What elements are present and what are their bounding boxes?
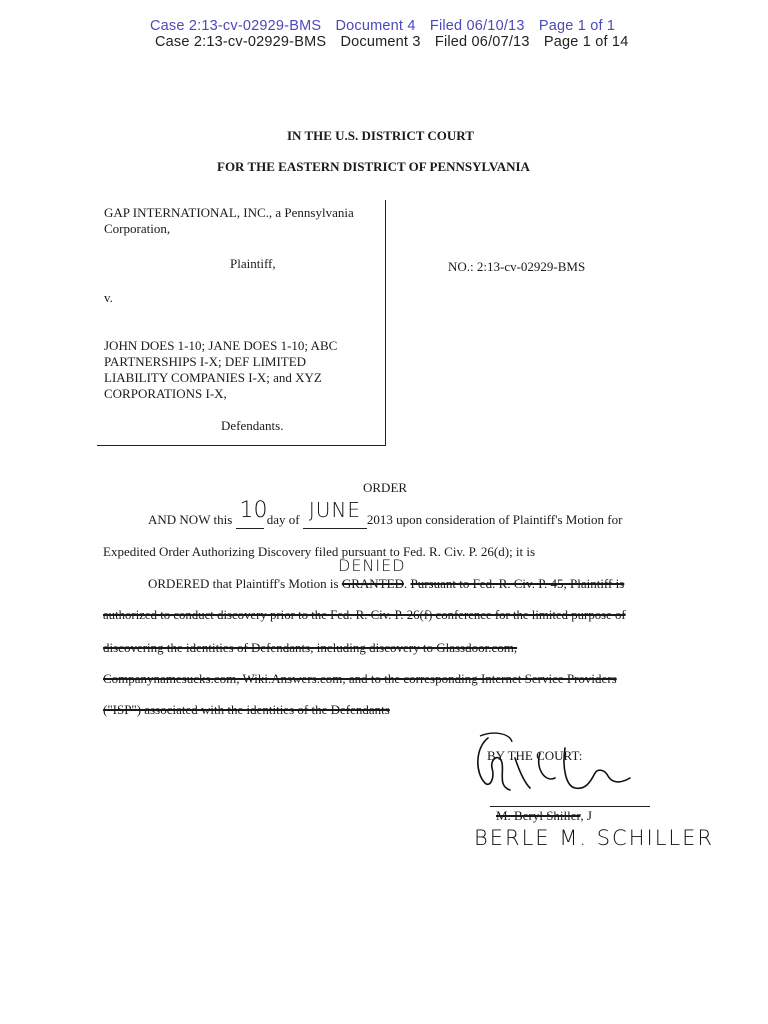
case-number: NO.: 2:13-cv-02929-BMS [448,259,586,274]
court-title: IN THE U.S. DISTRICT COURT [287,128,474,143]
defendants-line-2: PARTNERSHIPS I-X; DEF LIMITED [104,354,307,369]
stamp-filed-date: Filed 06/10/13 [429,18,525,34]
stamp-document-number: Document 4 [335,18,416,34]
defendants-line-4: CORPORATIONS I-X, [104,386,227,401]
by-the-court: BY THE COURT: [487,748,583,763]
versus: v. [104,290,113,305]
judge-typed-name: M. Beryl Shiller, J [496,808,592,823]
struck-line-5: discovering the identities of Defendants, including discovery to Glassdoor.com, [103,640,518,655]
struck-granted: GRANTED [341,576,404,591]
original-filed-date: Filed 06/07/13 [434,34,530,50]
original-page: Page 1 of 14 [543,34,629,50]
original-document-number: Document 3 [340,34,421,50]
judge-signature-icon [470,728,660,808]
original-header [155,34,638,50]
defendants-line-3: LIABILITY COMPANIES I-X; and XYZ [104,370,322,385]
struck-line-4: authorized to conduct discovery prior to the Fed. R. Civ. P. 26(f) conference for the limited purpose of [103,608,626,622]
handwritten-month: JUNE [308,498,362,522]
order-paragraph-line-2: Expedited Order Authorizing Discovery filed pursuant to Fed. R. Civ. P. 26(d); it is [103,544,536,559]
court-district: FOR THE EASTERN DISTRICT OF PENNSYLVANIA [217,159,530,174]
struck-pursuant-clause: Pursuant to Fed. R. Civ. P. 45, Plaintiff is [410,576,625,591]
plaintiff-role: Plaintiff, [230,256,276,271]
plaintiff-type: Corporation, [104,221,171,236]
plaintiff-name: GAP INTERNATIONAL, INC., a Pennsylvania [104,205,354,220]
case-caption-box [97,200,386,446]
struck-line-6: Companynamesucks.com, Wiki.Answers.com, and to the corresponding Internet Service Providers [103,671,617,686]
defendants-role: Defendants. [221,418,284,433]
filed-stamp-header [150,18,625,34]
signature-line [490,806,650,807]
handwritten-denied: DENIED [338,556,406,575]
stamp-page: Page 1 of 1 [538,18,616,34]
defendants-line-1: JOHN DOES 1-10; JANE DOES 1-10; ABC [104,338,338,353]
original-case-number: Case 2:13-cv-02929-BMS [155,34,327,50]
handwritten-day: 10 [239,498,268,523]
order-paragraph-line-3: ORDERED that Plaintiff's Motion is GRANTED. Pursuant to Fed. R. Civ. P. 45, Plaintiff is [148,576,625,591]
struck-line-7: ("ISP") associated with the identities of the Defendants [103,702,390,717]
stamp-case-number: Case 2:13-cv-02929-BMS [150,18,322,34]
order-title: ORDER [363,480,408,495]
order-paragraph-line-1: AND NOW this 10 day of JUNE 2013 upon consideration of Plaintiff's Motion for [148,498,623,527]
handwritten-judge-name: BERLE M. SCHILLER [474,826,714,850]
